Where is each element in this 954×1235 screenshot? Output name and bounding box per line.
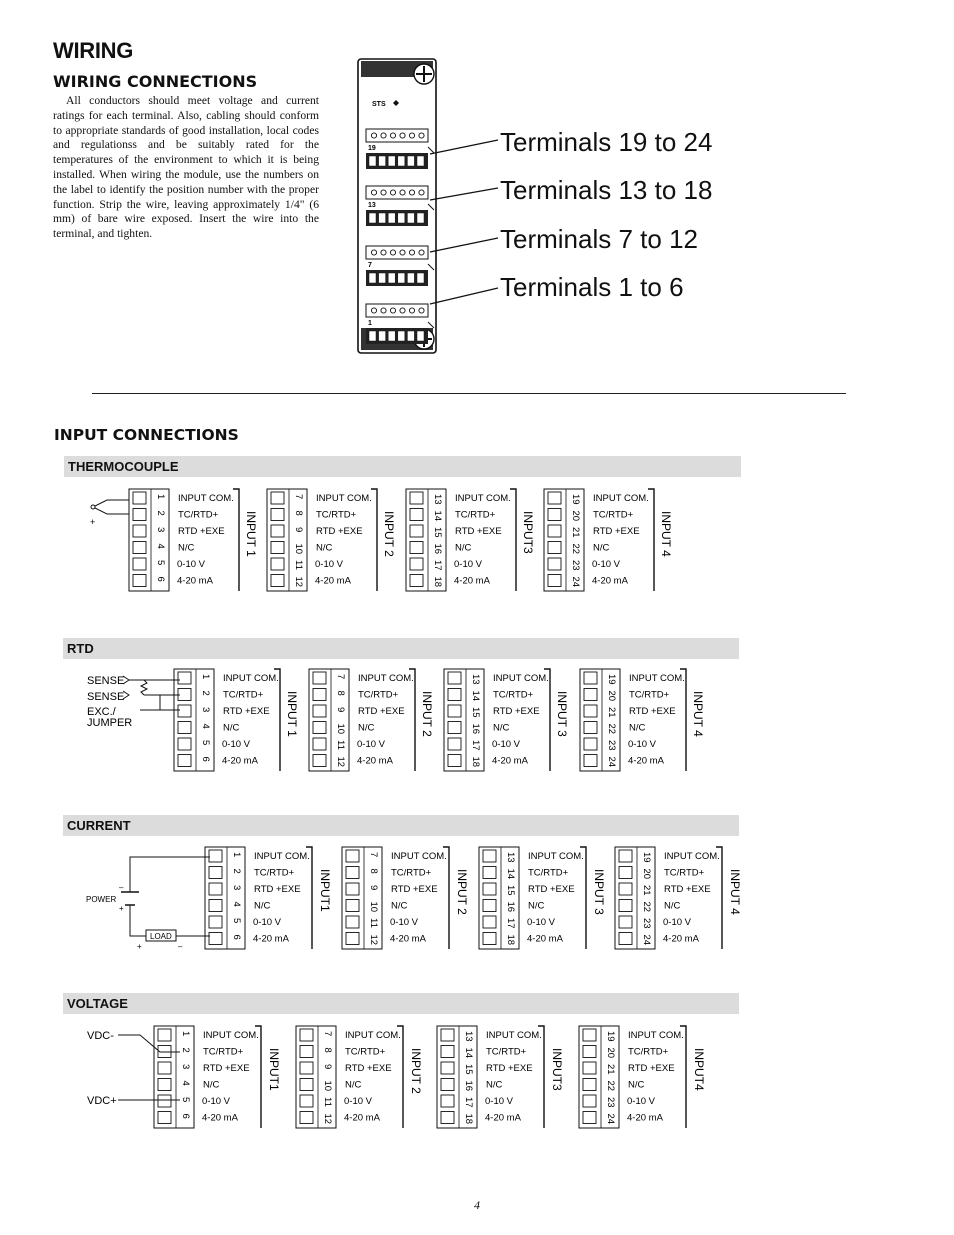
input-name-label: INPUT4	[692, 1048, 706, 1091]
terminal-function-label: INPUT COM.	[223, 673, 279, 684]
terminal-function-label: INPUT COM.	[486, 1030, 542, 1041]
input-name-label: INPUT 1	[285, 691, 299, 737]
terminal-number: 17	[463, 1097, 474, 1108]
module-block-number: 7	[368, 262, 372, 269]
terminal-function-label: INPUT COM.	[391, 851, 447, 862]
terminal-function-label: 0-10 V	[315, 559, 343, 570]
terminal-number: 20	[570, 510, 581, 522]
terminal-number: 11	[335, 740, 346, 750]
input-name-label: INPUT1	[318, 869, 332, 912]
terminal-block	[154, 1026, 281, 1128]
terminal-function-label: INPUT COM.	[178, 493, 234, 504]
terminal-function-label: 0-10 V	[253, 917, 281, 928]
terminal-function-label: RTD +EXE	[486, 1063, 533, 1074]
terminal-number: 23	[641, 918, 652, 929]
load-plus-label: +	[137, 942, 142, 951]
current-band: CURRENT	[63, 815, 739, 836]
terminal-function-label: N/C	[223, 722, 240, 734]
terminal-function-label: TC/RTD+	[593, 509, 634, 521]
terminal-number: 10	[293, 543, 304, 555]
terminal-function-label: 4-20 mA	[315, 575, 351, 587]
terminal-number: 4	[200, 723, 211, 729]
terminal-function-label: 0-10 V	[454, 559, 482, 570]
terminal-number: 7	[335, 674, 346, 680]
terminal-number: 20	[606, 690, 617, 702]
terminal-number: 22	[641, 901, 652, 913]
power-label: POWER	[86, 895, 117, 904]
terminal-block	[479, 847, 606, 949]
module-block-number: 1	[368, 320, 372, 327]
thermocouple-band: THERMOCOUPLE	[64, 456, 741, 477]
input-name-label: INPUT 1	[244, 511, 258, 557]
terminal-number: 18	[432, 576, 443, 588]
terminal-function-label: 4-20 mA	[454, 575, 490, 587]
terminal-number: 7	[368, 852, 379, 858]
terminal-function-label: N/C	[593, 542, 610, 554]
terminal-number: 9	[322, 1064, 333, 1070]
terminal-function-label: 0-10 V	[177, 559, 205, 570]
terminal-function-label: N/C	[455, 542, 472, 554]
terminal-number: 8	[293, 510, 304, 516]
terminal-number: 5	[231, 918, 242, 924]
terminal-block	[174, 669, 299, 771]
input-name-label: INPUT3	[521, 511, 535, 554]
terminal-function-label: 0-10 V	[222, 739, 250, 750]
terminal-block	[580, 669, 705, 771]
terminal-function-label: N/C	[178, 542, 195, 554]
module-block-number: 13	[368, 202, 376, 209]
terminal-function-label: 4-20 mA	[628, 755, 664, 767]
input-name-label: INPUT 4	[728, 869, 742, 915]
terminal-function-label: 4-20 mA	[527, 933, 563, 945]
terminal-number: 2	[180, 1047, 191, 1053]
terminal-function-label: INPUT COM.	[254, 851, 310, 862]
terminal-number: 11	[293, 560, 304, 570]
terminal-function-label: RTD +EXE	[629, 706, 676, 717]
callout-terminals-19-24: Terminals 19 to 24	[500, 127, 713, 157]
terminal-function-label: RTD +EXE	[493, 706, 540, 717]
terminal-block	[205, 847, 332, 949]
terminal-function-label: 4-20 mA	[202, 1112, 238, 1124]
thermocouple-plus-label: +	[90, 517, 96, 527]
terminal-function-label: TC/RTD+	[316, 509, 357, 521]
terminal-number: 21	[570, 527, 581, 538]
input-name-label: INPUT 2	[409, 1048, 423, 1094]
terminal-number: 13	[432, 494, 443, 505]
terminal-number: 2	[231, 868, 242, 874]
terminal-number: 16	[505, 901, 516, 913]
terminal-number: 6	[231, 934, 242, 940]
terminal-function-label: RTD +EXE	[345, 1063, 392, 1074]
input-name-label: INPUT3	[550, 1048, 564, 1091]
terminal-number: 12	[368, 934, 379, 946]
terminal-number: 11	[368, 918, 379, 928]
terminal-number: 23	[570, 560, 581, 571]
input-name-label: INPUT 2	[382, 511, 396, 557]
terminal-number: 4	[180, 1080, 191, 1086]
terminal-function-label: N/C	[528, 900, 545, 912]
terminal-number: 15	[432, 527, 443, 538]
terminal-function-label: N/C	[664, 900, 681, 912]
terminal-number: 21	[606, 707, 617, 718]
terminal-function-label: N/C	[358, 722, 375, 734]
terminal-function-label: TC/RTD+	[223, 689, 264, 701]
terminal-number: 23	[606, 740, 617, 751]
terminal-number: 17	[505, 918, 516, 929]
terminal-number: 9	[335, 707, 346, 713]
terminal-number: 24	[606, 756, 617, 768]
terminal-function-label: RTD +EXE	[528, 884, 575, 895]
terminal-block	[406, 489, 535, 591]
terminal-function-label: 4-20 mA	[177, 575, 213, 587]
terminal-function-label: N/C	[391, 900, 408, 912]
vdc-plus-label: VDC+	[87, 1095, 117, 1107]
terminal-number: 10	[335, 723, 346, 735]
wiring-instructions-paragraph: All conductors should meet voltage and current ratings for each terminal. Also, cabling should conform to appropriate standards of good installation, local codes and regulationss and be suitably rated for the temperatures of the environment to which it is being installed. When wiring the module, use the numbers on the label to identify the position number with the proper function. Strip the wire, leaving approximately 1/4" (6 mm) of bare wire exposed. Insert the wire into the terminal, and tighten.	[53, 94, 319, 241]
terminal-function-label: INPUT COM.	[593, 493, 649, 504]
input-name-label: INPUT 4	[691, 691, 705, 737]
terminal-number: 5	[180, 1097, 191, 1103]
terminal-function-label: TC/RTD+	[358, 689, 399, 701]
terminal-function-label: INPUT COM.	[345, 1030, 401, 1041]
terminal-function-label: RTD +EXE	[358, 706, 405, 717]
terminal-function-label: INPUT COM.	[629, 673, 685, 684]
terminal-block	[296, 1026, 423, 1128]
terminal-number: 12	[335, 756, 346, 768]
terminal-number: 8	[322, 1047, 333, 1053]
terminal-function-label: N/C	[254, 900, 271, 912]
terminal-block	[544, 489, 673, 591]
terminal-number: 7	[322, 1031, 333, 1037]
load-minus-label: –	[178, 942, 183, 951]
terminal-function-label: TC/RTD+	[629, 689, 670, 701]
callout-terminals-1-6: Terminals 1 to 6	[500, 272, 684, 302]
rtd-band: RTD	[63, 638, 739, 659]
terminal-function-label: TC/RTD+	[486, 1046, 527, 1058]
terminal-function-label: RTD +EXE	[455, 526, 502, 537]
terminal-function-label: 0-10 V	[628, 739, 656, 750]
terminal-function-label: RTD +EXE	[203, 1063, 250, 1074]
terminal-number: 18	[470, 756, 481, 768]
terminal-number: 12	[293, 576, 304, 588]
power-plus-label: +	[119, 904, 124, 913]
terminal-function-label: INPUT COM.	[203, 1030, 259, 1041]
input-name-label: INPUT 2	[455, 869, 469, 915]
terminal-number: 1	[180, 1031, 191, 1037]
terminal-number: 14	[470, 690, 481, 702]
terminal-function-label: N/C	[493, 722, 510, 734]
terminal-function-label: INPUT COM.	[358, 673, 414, 684]
terminal-number: 18	[505, 934, 516, 946]
terminal-number: 21	[641, 885, 652, 896]
terminal-number: 1	[200, 674, 211, 680]
input-name-label: INPUT 2	[420, 691, 434, 737]
terminal-number: 15	[463, 1064, 474, 1075]
terminal-number: 7	[293, 494, 304, 500]
terminal-number: 3	[200, 707, 211, 713]
rtd-sense-label-2: SENSE	[87, 691, 125, 703]
terminal-block	[342, 847, 469, 949]
terminal-number: 11	[322, 1097, 333, 1107]
terminal-number: 5	[155, 560, 166, 566]
terminal-number: 9	[293, 527, 304, 533]
terminal-function-label: N/C	[345, 1079, 362, 1091]
terminal-function-label: INPUT COM.	[628, 1030, 684, 1041]
terminal-number: 10	[322, 1080, 333, 1092]
terminal-number: 6	[155, 576, 166, 582]
terminal-function-label: TC/RTD+	[254, 867, 295, 879]
terminal-function-label: RTD +EXE	[223, 706, 270, 717]
input-name-label: INPUT 3	[555, 691, 569, 737]
terminal-number: 19	[570, 494, 581, 505]
terminal-function-label: RTD +EXE	[391, 884, 438, 895]
terminal-function-label: TC/RTD+	[391, 867, 432, 879]
terminal-number: 13	[470, 674, 481, 685]
terminal-function-label: RTD +EXE	[628, 1063, 675, 1074]
rtd-probe	[87, 675, 180, 729]
terminal-function-label: TC/RTD+	[178, 509, 219, 521]
thermocouple-probe	[90, 500, 129, 527]
terminal-function-label: 4-20 mA	[663, 933, 699, 945]
terminal-number: 6	[180, 1113, 191, 1119]
rtd-sense-label-1: SENSE	[87, 675, 125, 687]
current-loop	[86, 857, 210, 951]
terminal-function-label: 4-20 mA	[357, 755, 393, 767]
terminal-function-label: RTD +EXE	[593, 526, 640, 537]
callout-terminals-7-12: Terminals 7 to 12	[500, 224, 698, 254]
power-minus-label: –	[119, 883, 124, 892]
terminal-number: 14	[505, 868, 516, 880]
terminal-function-label: INPUT COM.	[664, 851, 720, 862]
terminal-function-label: 0-10 V	[390, 917, 418, 928]
terminal-block	[129, 489, 258, 591]
load-label: LOAD	[150, 932, 172, 941]
input-connections-heading: INPUT CONNECTIONS	[54, 426, 239, 444]
terminal-function-label: TC/RTD+	[493, 689, 534, 701]
terminal-number: 3	[231, 885, 242, 891]
wiring-connections-heading: WIRING CONNECTIONS	[53, 72, 258, 91]
terminal-number: 8	[368, 868, 379, 874]
terminal-number: 23	[605, 1097, 616, 1108]
rtd-jumper-label: JUMPER	[87, 717, 133, 729]
terminal-function-label: 0-10 V	[344, 1096, 372, 1107]
terminal-function-label: TC/RTD+	[664, 867, 705, 879]
page-title: WIRING	[53, 38, 134, 63]
terminal-number: 3	[180, 1064, 191, 1070]
terminal-function-label: 0-10 V	[492, 739, 520, 750]
terminal-function-label: 0-10 V	[592, 559, 620, 570]
terminal-function-label: TC/RTD+	[345, 1046, 386, 1058]
terminal-number: 8	[335, 690, 346, 696]
terminal-number: 6	[200, 756, 211, 762]
terminal-number: 24	[570, 576, 581, 588]
terminal-function-label: 0-10 V	[663, 917, 691, 928]
terminal-number: 20	[641, 868, 652, 880]
terminal-block	[309, 669, 434, 771]
terminal-number: 3	[155, 527, 166, 533]
terminal-number: 5	[200, 740, 211, 746]
sts-label: STS	[372, 101, 386, 108]
terminal-number: 17	[432, 560, 443, 571]
input-name-label: INPUT 4	[659, 511, 673, 557]
terminal-number: 14	[432, 510, 443, 522]
terminal-block	[615, 847, 742, 949]
terminal-number: 16	[470, 723, 481, 735]
terminal-block	[579, 1026, 706, 1128]
terminal-function-label: RTD +EXE	[178, 526, 225, 537]
terminal-function-label: 4-20 mA	[627, 1112, 663, 1124]
terminal-number: 19	[641, 852, 652, 863]
terminal-function-label: 4-20 mA	[390, 933, 426, 945]
vdc-minus-label: VDC-	[87, 1030, 114, 1042]
terminal-function-label: RTD +EXE	[254, 884, 301, 895]
terminal-function-label: 4-20 mA	[222, 755, 258, 767]
terminal-block	[267, 489, 396, 591]
terminal-function-label: RTD +EXE	[664, 884, 711, 895]
terminal-number: 15	[470, 707, 481, 718]
terminal-number: 10	[368, 901, 379, 913]
terminal-function-label: N/C	[486, 1079, 503, 1091]
terminal-number: 13	[463, 1031, 474, 1042]
terminal-number: 16	[432, 543, 443, 555]
terminal-function-label: TC/RTD+	[455, 509, 496, 521]
terminal-number: 22	[605, 1080, 616, 1092]
page-number: 4	[474, 1198, 480, 1212]
input-name-label: INPUT 3	[592, 869, 606, 915]
terminal-number: 19	[606, 674, 617, 685]
terminal-block	[437, 1026, 564, 1128]
terminal-function-label: 0-10 V	[527, 917, 555, 928]
terminal-number: 18	[463, 1113, 474, 1125]
terminal-number: 19	[605, 1031, 616, 1042]
terminal-number: 13	[505, 852, 516, 863]
terminal-function-label: 4-20 mA	[344, 1112, 380, 1124]
terminal-number: 24	[641, 934, 652, 946]
input-name-label: INPUT1	[267, 1048, 281, 1091]
terminal-number: 2	[200, 690, 211, 696]
terminal-function-label: INPUT COM.	[528, 851, 584, 862]
terminal-function-label: 4-20 mA	[592, 575, 628, 587]
voltage-band: VOLTAGE	[63, 993, 739, 1014]
terminal-number: 17	[470, 740, 481, 751]
terminal-block	[444, 669, 569, 771]
terminal-function-label: 4-20 mA	[485, 1112, 521, 1124]
terminal-number: 14	[463, 1047, 474, 1059]
terminal-number: 1	[231, 852, 242, 858]
terminal-number: 16	[463, 1080, 474, 1092]
terminal-function-label: INPUT COM.	[316, 493, 372, 504]
terminal-number: 1	[155, 494, 166, 500]
module-block-number: 19	[368, 145, 376, 152]
terminal-number: 12	[322, 1113, 333, 1125]
terminal-function-label: TC/RTD+	[628, 1046, 669, 1058]
terminal-function-label: 0-10 V	[202, 1096, 230, 1107]
terminal-function-label: 0-10 V	[357, 739, 385, 750]
terminal-function-label: N/C	[629, 722, 646, 734]
terminal-number: 22	[606, 723, 617, 735]
terminal-function-label: 0-10 V	[627, 1096, 655, 1107]
terminal-function-label: N/C	[316, 542, 333, 554]
terminal-number: 2	[155, 510, 166, 516]
terminal-number: 21	[605, 1064, 616, 1075]
terminal-function-label: TC/RTD+	[203, 1046, 244, 1058]
terminal-function-label: 4-20 mA	[253, 933, 289, 945]
callout-terminals-13-18: Terminals 13 to 18	[500, 175, 713, 205]
terminal-number: 15	[505, 885, 516, 896]
terminal-number: 4	[231, 901, 242, 907]
terminal-function-label: N/C	[203, 1079, 220, 1091]
terminal-number: 9	[368, 885, 379, 891]
terminal-function-label: INPUT COM.	[493, 673, 549, 684]
terminal-number: 4	[155, 543, 166, 549]
terminal-number: 24	[605, 1113, 616, 1125]
terminal-number: 22	[570, 543, 581, 555]
rtd-exc-label: EXC./	[87, 706, 116, 718]
terminal-function-label: RTD +EXE	[316, 526, 363, 537]
terminal-function-label: 4-20 mA	[492, 755, 528, 767]
terminal-function-label: INPUT COM.	[455, 493, 511, 504]
terminal-function-label: 0-10 V	[485, 1096, 513, 1107]
terminal-number: 20	[605, 1047, 616, 1059]
terminal-function-label: TC/RTD+	[528, 867, 569, 879]
terminal-function-label: N/C	[628, 1079, 645, 1091]
